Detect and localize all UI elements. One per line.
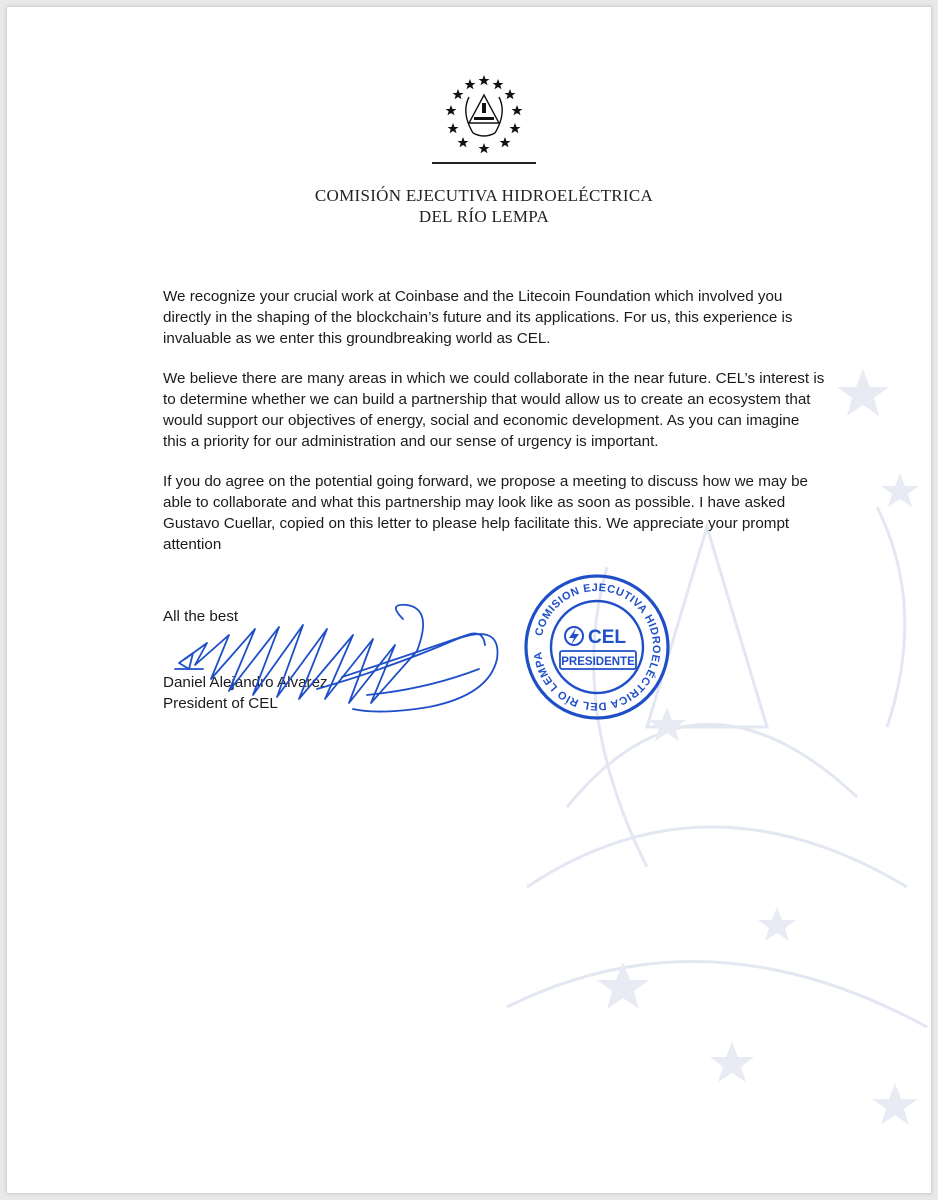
paragraph-2: We believe there are many areas in which we could collaborate in the near future. CEL’s interest is to determine whether we can build a partnership that would allow us to create an ecosystem that would support our objectives of energy, social and economic development. As you can imagine this a priority for our administration and our sense of urgency is important.: [163, 370, 825, 450]
stamp-logo-text: CEL: [588, 627, 626, 648]
paragraph-1: We recognize your crucial work at Coinbase and the Litecoin Foundation which involved you directly in the shaping of the blockchain’s future and its applications. For us, this experience is invaluable as we enter this groundbreaking world as CEL.: [163, 288, 793, 347]
stamp-ring-text: COMISION EJECUTIVA HIDROELÉCTRICA DEL RÍO LEMPA: [532, 581, 663, 713]
el-salvador-coat-of-arms-icon: [439, 73, 529, 155]
letter-page: [6, 6, 932, 1194]
handwritten-signature: [167, 599, 507, 724]
organization-name-line-2: DEL RÍO LEMPA: [418, 207, 550, 226]
official-stamp: [522, 572, 672, 722]
letterhead-divider: [432, 162, 536, 164]
stamp-role-text: PRESIDENTE: [561, 656, 635, 668]
lightning-bolt-icon: [565, 627, 583, 645]
paragraph-3: If you do agree on the potential going forward, we propose a meeting to discuss how we may be able to collaborate and what this partnership may look like as soon as possible. I have asked Gustavo Cuellar, copied on this letter to please help facilitate this. We appreciate your prompt attention: [163, 473, 809, 553]
signatory-title: President of CEL: [163, 695, 278, 712]
signatory-name: Daniel Alejandro Alvarez: [163, 674, 328, 691]
closing-line: All the best: [163, 608, 239, 625]
organization-name-line-1: COMISIÓN EJECUTIVA HIDROELÉCTRICA: [314, 186, 654, 205]
letter-body: [163, 286, 827, 574]
